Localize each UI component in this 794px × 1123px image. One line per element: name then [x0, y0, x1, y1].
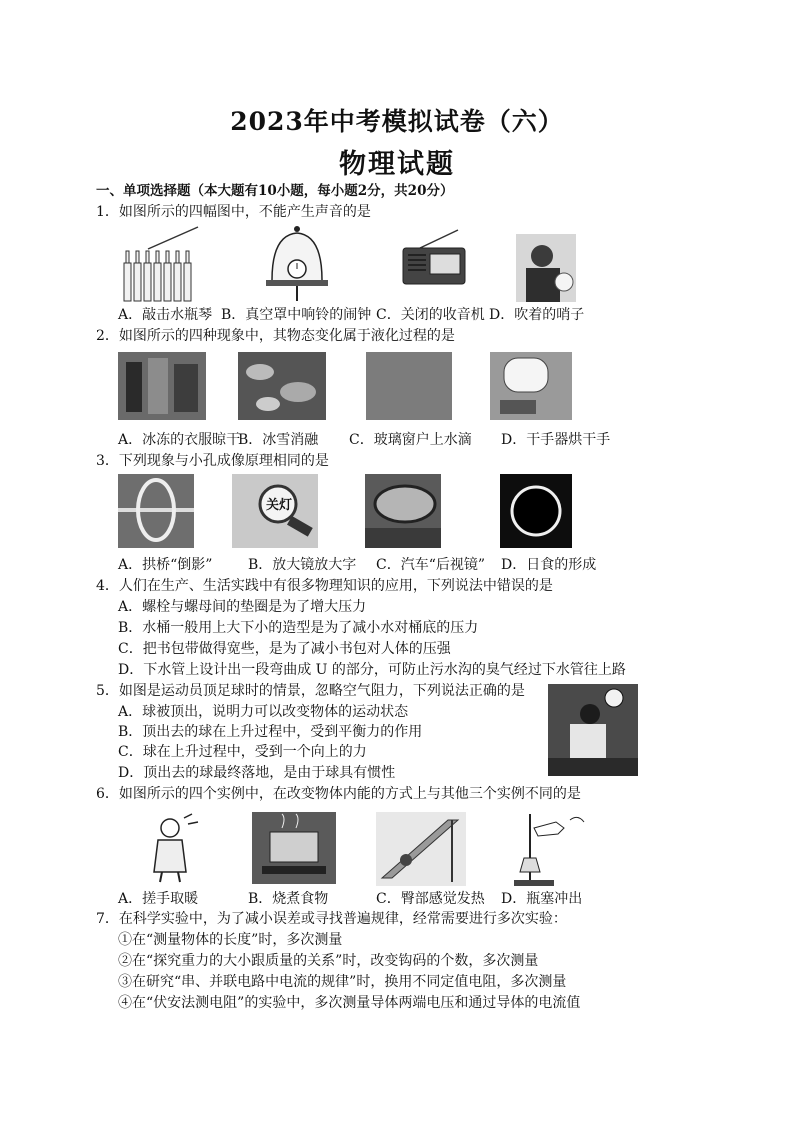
q1-option-b: B．真空罩中响铃的闹钟 — [221, 307, 372, 323]
question-5-stem: 5．如图是运动员顶足球时的情景，忽略空气阻力，下列说法正确的是 — [96, 683, 525, 699]
header-football-image — [548, 684, 638, 776]
rubbing-hands-image — [140, 812, 204, 884]
q4-option-a: A．螺栓与螺母间的垫圈是为了增大压力 — [118, 599, 367, 615]
q4-option-d: D．下水管上设计出一段弯曲成 U 的部分，可防止污水沟的臭气经过下水管往上路 — [118, 662, 626, 678]
q5-option-b: B．顶出去的球在上升过程中，受到平衡力的作用 — [118, 724, 423, 740]
q1-option-d: D．吹着的哨子 — [489, 307, 585, 323]
question-3-stem: 3．下列现象与小孔成像原理相同的是 — [96, 453, 329, 469]
question-6-stem: 6．如图所示的四个实例中，在改变物体内能的方式上与其他三个实例不同的是 — [96, 786, 581, 802]
cooking-pot-image — [252, 812, 336, 884]
q5-option-a: A．球被顶出，说明力可以改变物体的运动状态 — [118, 704, 409, 720]
window-water-drops-image — [366, 352, 452, 420]
question-2-stem: 2．如图所示的四种现象中，其物态变化属于液化过程的是 — [96, 328, 455, 344]
vacuum-bell-jar-image — [262, 225, 332, 305]
exam-subtitle: 物理试题 — [339, 149, 455, 180]
q6-option-b: B．烧煮食物 — [248, 891, 329, 907]
q2-option-c: C．玻璃窗户上水滴 — [349, 432, 472, 448]
frozen-clothes-image — [118, 352, 206, 420]
arch-bridge-reflection-image — [118, 474, 194, 548]
bottle-cork-image — [500, 808, 592, 888]
water-bottle-xylophone-image — [120, 225, 200, 305]
q7-item-1: ①在“测量物体的长度”时，多次测量 — [118, 932, 343, 948]
q5-option-d: D．顶出去的球最终落地，是由于球具有惯性 — [118, 765, 396, 781]
whistle-image — [516, 234, 576, 302]
q3-option-d: D．日食的形成 — [501, 557, 597, 573]
question-7-stem: 7．在科学实验中，为了减小误差或寻找普遍规律，经常需要进行多次实验： — [96, 911, 567, 927]
q7-item-4: ④在“伏安法测电阻”的实验中，多次测量导体两端电压和通过导体的电流值 — [118, 995, 581, 1011]
q2-option-d: D．干手器烘干手 — [501, 432, 611, 448]
exam-title: 2023年中考模拟试卷（六） — [230, 107, 564, 136]
hand-dryer-image — [490, 352, 572, 420]
q1-option-a: A．敲击水瓶琴 — [118, 307, 213, 323]
q3-option-a: A．拱桥“倒影” — [118, 557, 213, 573]
radio-image — [400, 228, 470, 288]
q2-option-b: B．冰雪消融 — [238, 432, 319, 448]
slide-image — [376, 812, 466, 886]
q7-item-3: ③在研究“串、并联电路中电流的规律”时，换用不同定值电阻，多次测量 — [118, 974, 567, 990]
solar-eclipse-image — [500, 474, 572, 548]
car-mirror-image — [365, 474, 441, 548]
q7-item-2: ②在“探究重力的大小跟质量的关系”时，改变钩码的个数，多次测量 — [118, 953, 539, 969]
q6-option-a: A．搓手取暖 — [118, 891, 199, 907]
q4-option-c: C．把书包带做得宽些，是为了减小书包对人体的压强 — [118, 641, 451, 657]
melting-snow-image — [238, 352, 326, 420]
q3-option-c: C．汽车“后视镜” — [376, 557, 486, 573]
q6-option-c: C．臀部感觉发热 — [376, 891, 485, 907]
magnifier-sign-text: 关灯 — [266, 498, 293, 513]
q4-option-b: B．水桶一般用上大下小的造型是为了减小水对桶底的压力 — [118, 620, 479, 636]
q6-option-d: D．瓶塞冲出 — [501, 891, 583, 907]
magnifier-image — [232, 474, 318, 548]
q1-option-c: C．关闭的收音机 — [376, 307, 485, 323]
question-4-stem: 4．人们在生产、生活实践中有很多物理知识的应用，下列说法中错误的是 — [96, 578, 553, 594]
question-1-stem: 1．如图所示的四幅图中，不能产生声音的是 — [96, 204, 371, 220]
q5-option-c: C．球在上升过程中，受到一个向上的力 — [118, 744, 367, 760]
section-heading: 一、单项选择题（本大题有10小题，每小题2分，共20分） — [96, 183, 454, 199]
q2-option-a: A．冰冻的衣服晾干 — [118, 432, 241, 448]
q3-option-b: B．放大镜放大字 — [248, 557, 357, 573]
